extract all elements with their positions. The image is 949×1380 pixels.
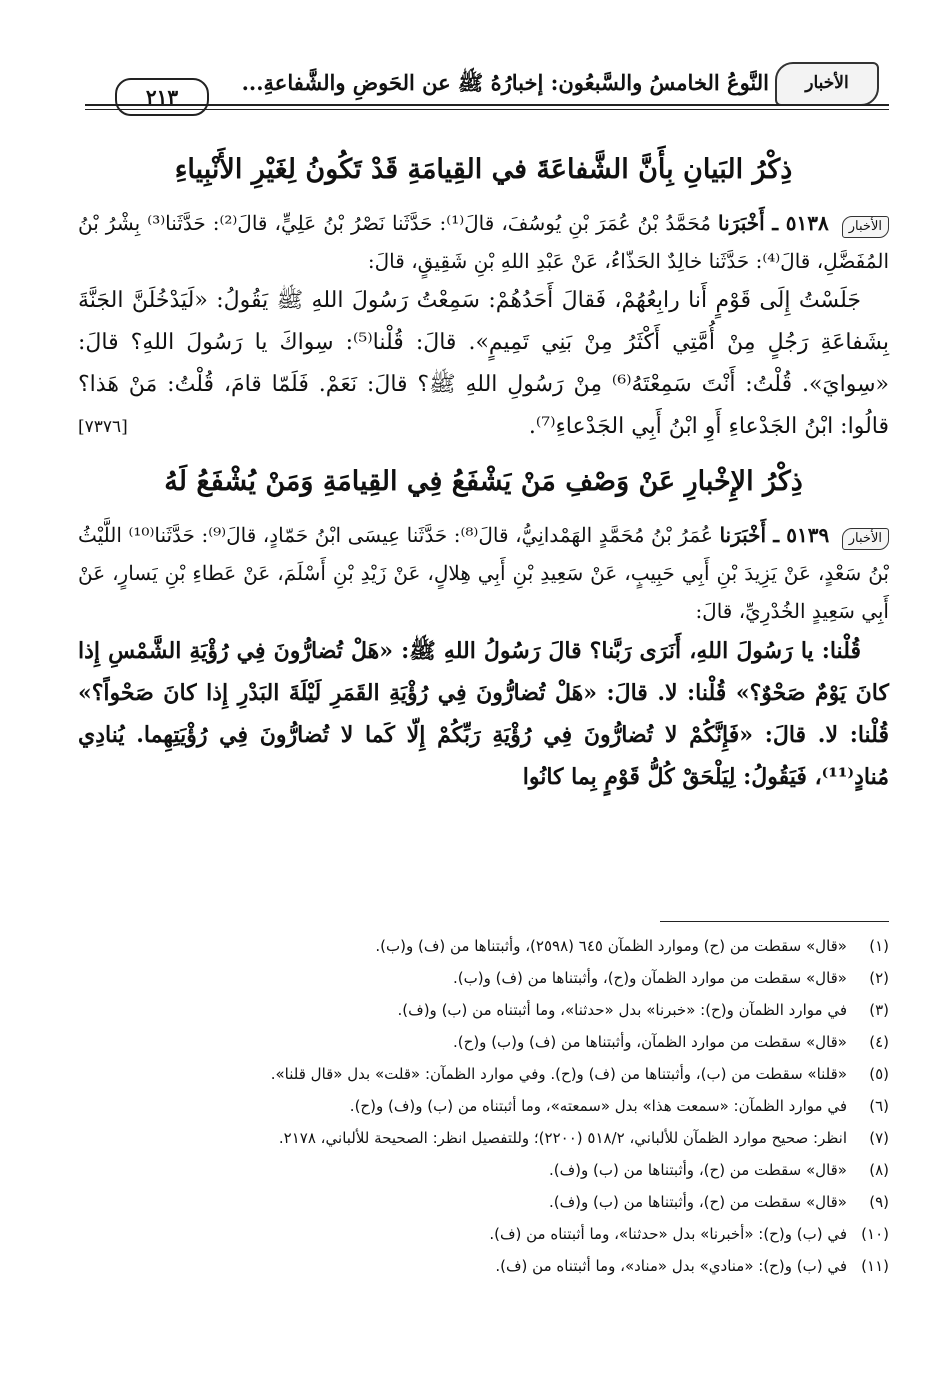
section-heading: ذِكْرُ البَيانِ بِأَنَّ الشَّفاعَةَ في القِيامَةِ قَدْ تَكُونُ لِغَيْرِ الأَنْبِياءِ bbox=[174, 154, 793, 185]
footnote: (٢)«قال» سقطت من موارد الظمآن و(ح)، وأثبتناها من (ف) و(ب). bbox=[453, 969, 889, 987]
running-header bbox=[70, 60, 889, 110]
running-title: النَّوعُ الخامسُ والسَّبعُون: إخبارُهُ ﷺ عن الحَوضِ والشَّفاعةِ... bbox=[241, 70, 769, 95]
footnote: (١٠)في (ب) و(ح): «أخبرنا» بدل «حدثنا»، وما أثبتناه من (ف). bbox=[489, 1225, 889, 1243]
footnote: (٤)«قال» سقطت من موارد الظمآن، وأثبتناها من (ف) و(ب) و(ح). bbox=[453, 1033, 889, 1051]
footnote: (٥)«قلنا» سقطت من (ب)، وأثبتناها من (ف) و(ح). وفي موارد الظمآن: «قلت» بدل «قال قلنا». bbox=[270, 1065, 889, 1083]
footnote-rule bbox=[660, 921, 889, 922]
header-rule bbox=[85, 104, 889, 106]
section-heading: ذِكْرُ الإِخْبارِ عَنْ وَصْفِ مَنْ يَشْفَعُ فِي القِيامَةِ وَمَنْ يُشْفَعُ لَهُ bbox=[164, 466, 803, 497]
main-text bbox=[78, 150, 889, 798]
hadith-number: ٥١٣٩ ـ أَخْبَرَنا bbox=[719, 523, 830, 547]
footnote: (٦)في موارد الظمآن: «سمعت هذا» بدل «سمعته»، وما أثبتناه من (ب) و(ف) و(ح). bbox=[349, 1097, 889, 1115]
cross-reference: [٧٣٧٦] bbox=[78, 417, 128, 437]
page-number: ٢١٣ bbox=[115, 78, 209, 116]
hadith-text: جَلَسْتُ إِلَى قَوْمٍ أَنا رابِعُهُمْ، فَقالَ أَحَدُهُمْ: سَمِعْتُ رَسُولَ اللهِ ﷺ يَقُولُ: «لَيَدْخُلَنَّ الجَنَّةَ بِشَفاعَةِ رَجُلٍ مِنْ أُمَّتِي أَكْثَرُ مِنْ بَنِي تَمِيمٍ». قالَ: قُلْنا⁽⁵⁾: سِواكَ يا رَسُولَ اللهِ؟ قالَ: «سِوايَ». قُلْتُ: أَنْتَ سَمِعْتَهُ⁽⁶⁾ مِنْ رَسُولِ اللهِ ﷺ؟ قالَ: نَعَمْ. فَلَمّا قامَ، قُلْتُ: مَنْ هَذا؟ قالُوا: ابْنُ الجَدْعاءِ أَوِ ابْنُ أَبِي الجَدْعاءِ⁽⁷⁾. bbox=[78, 288, 890, 439]
footnote: (١١)في (ب) و(ح): «منادي» بدل «مناد»، وما أثبتناه من (ف). bbox=[495, 1257, 889, 1275]
hadith-text: قُلْنا: يا رَسُولَ اللهِ، أَنَرَى رَبَّنا؟ قالَ رَسُولُ اللهِ ﷺ: «هَلْ تُضارُّونَ فِي رُؤْيَةِ الشَّمْسِ إِذا كانَ يَوْمٌ صَحْوٌ؟» قُلْنا: لا. قالَ: «هَلْ تُضارُّونَ فِي رُؤْيَةِ القَمَرِ لَيْلَةَ البَدْرِ إِذا كانَ صَحْواً؟» قُلْنا: لا. قالَ: «فَإِنَّكُمْ لا تُضارُّونَ فِي رُؤْيَةِ رَبِّكُمْ إِلّا كَما لا تُضارُّونَ فِي رُؤْيَتِهِما. يُنادِي مُنادٍ⁽¹¹⁾، فَيَقُولُ: لِيَلْحَقْ كُلُّ قَوْمٍ بِما كانُوا bbox=[78, 638, 889, 790]
footnote: (٨)«قال» سقطت من (ح)، وأثبتناها من (ب) و(ف). bbox=[548, 1161, 889, 1179]
footnote: (٩)«قال» سقطت من (ح)، وأثبتناها من (ب) و(ف). bbox=[548, 1193, 889, 1211]
khabar-badge: الأخبار bbox=[842, 528, 889, 550]
isnad bbox=[78, 204, 889, 280]
hadith-body bbox=[78, 280, 889, 448]
footnote: (١)«قال» سقطت من (ح) وموارد الظمآن ٦٤٥ (٢٥٩٨)، وأثبتناها من (ف) و(ب). bbox=[375, 937, 889, 955]
section-tag: الأخبار bbox=[775, 62, 879, 106]
isnad bbox=[78, 516, 889, 630]
hadith-body bbox=[78, 630, 889, 798]
hadith-number: ٥١٣٨ ـ أَخْبَرَنا bbox=[718, 211, 829, 235]
footnotes bbox=[85, 930, 889, 1282]
footnote: (٣)في موارد الظمآن و(ح): «خبرنا» بدل «حدثنا»، وما أثبتناه من (ب) و(ف). bbox=[397, 1001, 889, 1019]
isnad-text: مُحَمَّدُ بْنُ عُمَرَ بْنِ يُوسُفَ، قالَ⁽¹⁾: حَدَّثَنا نَصْرُ بْنُ عَلِيٍّ، قالَ⁽²⁾: حَدَّثَنا⁽³⁾ بِشْرُ بْنُ المُفَضَّلِ، قالَ⁽⁴⁾: حَدَّثَنا خالِدٌ الحَذّاءُ، عَنْ عَبْدِ اللهِ بْنِ شَقِيقٍ، قالَ: bbox=[78, 211, 889, 273]
header-rule-thin bbox=[85, 109, 889, 110]
khabar-badge: الأخبار bbox=[842, 216, 889, 238]
footnote: (٧)انظر: صحيح موارد الظمآن للألباني، ٥١٨/٢ (٢٢٠٠)؛ وللتفصيل انظر: الصحيحة للألباني، ٢١٧٨. bbox=[278, 1129, 889, 1147]
isnad-text: عُمَرُ بْنُ مُحَمَّدٍ الهَمْدانِيُّ، قالَ⁽⁸⁾: حَدَّثَنا عِيسَى ابْنُ حَمّادٍ، قالَ⁽⁹⁾: حَدَّثَنا⁽¹⁰⁾ اللَّيْثُ بْنُ سَعْدٍ، عَنْ يَزِيدَ بْنِ أَبِي حَبِيبٍ، عَنْ سَعِيدِ بْنِ أَبِي هِلالٍ، عَنْ زَيْدِ بْنِ أَسْلَمَ، عَنْ عَطاءِ بْنِ يَسارٍ، عَنْ أَبِي سَعِيدٍ الخُدْرِيِّ، قالَ: bbox=[78, 523, 889, 623]
